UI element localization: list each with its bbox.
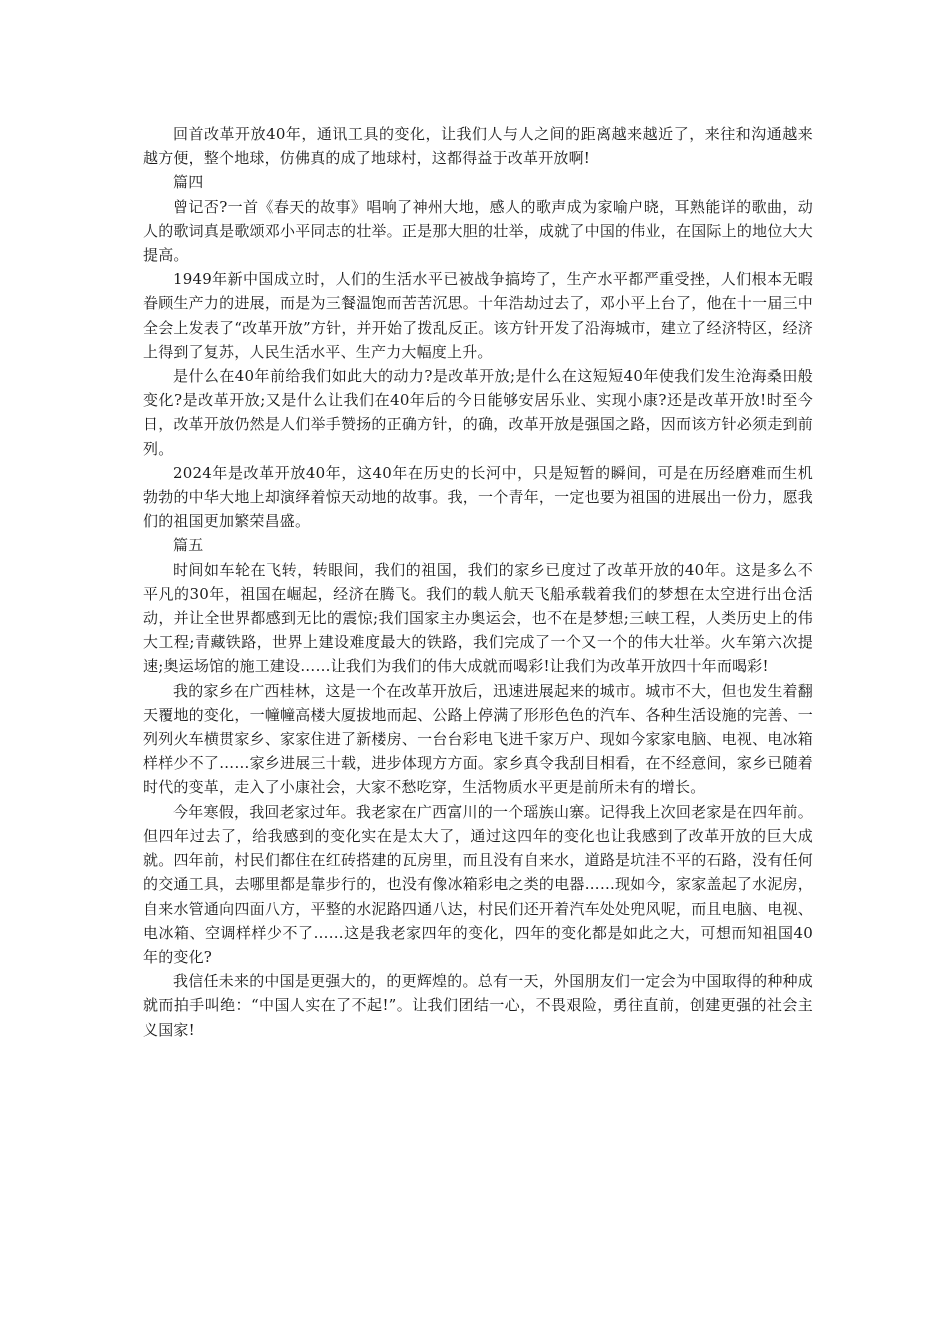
- paragraph: 我信任未来的中国是更强大的，的更辉煌的。总有一天，外国朋友们一定会为中国取得的种种成就而拍手叫绝：“中国人实在了不起!”。让我们团结一心，不畏艰险，勇往直前，创建更强的社会主义国家!: [143, 972, 813, 1039]
- paragraph: 1949年新中国成立时，人们的生活水平已被战争搞垮了，生产水平都严重受挫，人们根本无暇眷顾生产力的进展，而是为三餐温饱而苦苦沉思。十年浩劫过去了，邓小平上台了，他在十一届三中全会上发表了“改革开放”方针，并开始了拨乱反正。该方针开发了沿海城市，建立了经济特区，经济上得到了复苏，人民生活水平、生产力大幅度上升。: [143, 270, 813, 361]
- document-body: [143, 122, 813, 1042]
- paragraph: 我的家乡在广西桂林，这是一个在改革开放后，迅速进展起来的城市。城市不大，但也发生着翻天覆地的变化，一幢幢高楼大厦拔地而起、公路上停满了形形色色的汽车、各种生活设施的完善、一列列火车横贯家乡、家家住进了新楼房、一台台彩电飞进千家万户、现如今家家电脑、电视、电冰箱样样少不了……家乡进展三十载，进步体现方方面。家乡真令我刮目相看，在不经意间，家乡已随着时代的变革，走入了小康社会，大家不愁吃穿，生活物质水平更是前所未有的增长。: [143, 681, 813, 797]
- paragraph: 回首改革开放40年，通讯工具的变化，让我们人与人之间的距离越来越近了，来往和沟通越来越方便，整个地球，仿佛真的成了地球村，这都得益于改革开放啊!: [143, 125, 813, 168]
- paragraph: 2024年是改革开放40年，这40年在历史的长河中，只是短暂的瞬间，可是在历经磨难而生机勃勃的中华大地上却演绎着惊天动地的故事。我，一个青年，一定也要为祖国的进展出一份力，愿我们的祖国更加繁荣昌盛。: [143, 463, 813, 531]
- paragraph: 时间如车轮在飞转，转眼间，我们的祖国，我们的家乡已度过了改革开放的40年。这是多么不平凡的30年，祖国在崛起，经济在腾飞。我们的载人航天飞船承载着我们的梦想在太空进行出仓活动，并让全世界都感到无比的震惊;我们国家主办奥运会，也不在是梦想;三峡工程，人类历史上的伟大工程;青藏铁路，世界上建设难度最大的铁路，我们完成了一个又一个的伟大壮举。火车第六次提速;奥运场馆的施工建设……让我们为我们的伟大成就而喝彩!让我们为改革开放四十年而喝彩!: [143, 560, 813, 676]
- paragraph: 曾记否?一首《春天的故事》唱响了神州大地，感人的歌声成为家喻户晓，耳熟能详的歌曲，动人的歌词真是歌颂邓小平同志的壮举。正是那大胆的壮举，成就了中国的伟业，在国际上的地位大大提高。: [143, 197, 813, 265]
- section-heading: 篇五: [173, 536, 204, 555]
- section-heading: 篇四: [173, 173, 204, 192]
- paragraph: 今年寒假，我回老家过年。我老家在广西富川的一个瑶族山寨。记得我上次回老家是在四年前。但四年过去了，给我感到的变化实在是太大了，通过这四年的变化也让我感到了改革开放的巨大成就。四年前，村民们都住在红砖搭建的瓦房里，而且没有自来水，道路是坑洼不平的石路，没有任何的交通工具，去哪里都是靠步行的，也没有像冰箱彩电之类的电器……现如今，家家盖起了水泥房，自来水管通向四面八方，平整的水泥路四通八达，村民们还开着汽车处处兜风呢，而且电脑、电视、电冰箱、空调样样少不了……这是我老家四年的变化，四年的变化都是如此之大，可想而知祖国40年的变化?: [143, 802, 813, 966]
- paragraph: 是什么在40年前给我们如此大的动力?是改革开放;是什么在这短短40年使我们发生沧海桑田般变化?是改革开放;又是什么让我们在40年后的今日能够安居乐业、实现小康?还是改革开放!时至今日，改革开放仍然是人们举手赞扬的正确方针，的确，改革开放是强国之路，因而该方针必须走到前列。: [143, 367, 813, 458]
